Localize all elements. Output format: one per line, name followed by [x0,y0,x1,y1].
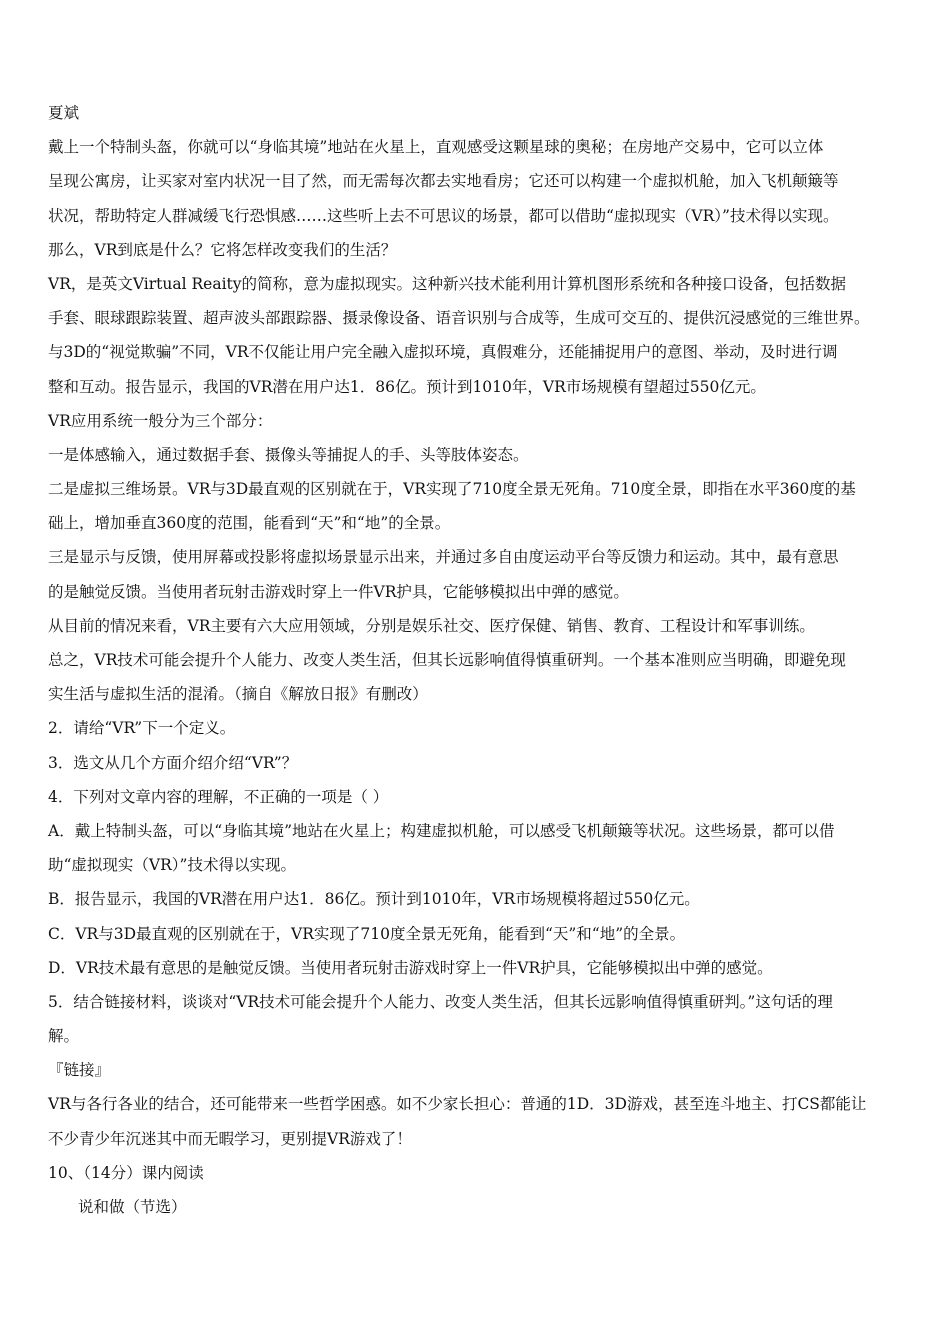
link-paragraph-line: VR与各行各业的结合，还可能带来一些哲学困惑。如不少家长担心：普通的1D．3D游戏，甚至连斗地主、打CS都能让 [48,1095,867,1114]
question-line: 4．下列对文章内容的理解，不正确的一项是（ ） [48,787,389,806]
paragraph-line: 手套、眼球跟踪装置、超声波头部跟踪器、摄录像设备、语音识别与合成等，生成可交互的、提供沉浸感觉的三维世界。 [48,309,870,328]
paragraph-line: 从目前的情况来看，VR主要有六大应用领域，分别是娱乐社交、医疗保健、销售、教育、工程设计和军事训练。 [48,616,815,635]
question-line: A．戴上特制头盔，可以“身临其境”地站在火星上；构建虚拟机舱，可以感受飞机颠簸等状况。这些场景，都可以借 [48,821,835,840]
paragraph-line: 的是触觉反馈。当使用者玩射击游戏时穿上一件VR护具，它能够模拟出中弹的感觉。 [48,582,629,601]
question-line: D．VR技术最有意思的是触觉反馈。当使用者玩射击游戏时穿上一件VR护具，它能够模拟出中弹的感觉。 [48,958,773,977]
section-subtitle: 说和做（节选） [78,1198,187,1216]
paragraph-line: VR，是英文Virtual Reaity的简称，意为虚拟现实。这种新兴技术能利用计算机图形系统和各种接口设备，包括数据 [48,274,847,293]
question-line: 2．请给“VR”下一个定义。 [48,719,236,738]
question-line: B．报告显示，我国的VR潜在用户达1．86亿。预计到1010年，VR市场规模将超过550亿元。 [48,890,700,909]
question-line: 3．选文从几个方面介绍介绍“VR”？ [48,753,298,772]
paragraph-line: VR应用系统一般分为三个部分： [48,411,273,430]
link-paragraph-line: 不少青少年沉迷其中而无暇学习，更别提VR游戏了！ [48,1129,412,1148]
paragraph-line: 二是虚拟三维场景。VR与3D最直观的区别就在于，VR实现了710度全景无死角。710度全景，即指在水平360度的基 [48,480,856,499]
question-line: 5．结合链接材料，谈谈对“VR技术可能会提升个人能力、改变人类生活，但其长远影响值得慎重研判。”这句话的理 [48,992,833,1011]
author-line: 夏斌 [48,104,80,122]
question-line: 解。 [48,1027,80,1046]
question-list [48,711,910,1053]
paragraph-line: 戴上一个特制头盔，你就可以“身临其境”地站在火星上，直观感受这颗星球的奥秘；在房地产交易中，它可以立体 [48,138,824,157]
section-heading: 10、（14分）课内阅读 [48,1163,204,1182]
paragraph-line: 与3D的“视觉欺骗”不同，VR不仅能让用户完全融入虚拟环境，真假难分，还能捕捉用户的意图、举动，及时进行调 [48,343,838,362]
document-page [48,96,910,1224]
link-title: 『链接』 [48,1061,111,1080]
link-paragraph [48,1087,910,1155]
paragraph-line: 实生活与虚拟生活的混淆。（摘自《解放日报》有删改） [48,685,428,704]
paragraph-line: 总之，VR技术可能会提升个人能力、改变人类生活，但其长远影响值得慎重研判。一个基本准则应当明确，即避免现 [48,651,846,669]
paragraph-line: 三是显示与反馈，使用屏幕或投影将虚拟场景显示出来，并通过多自由度运动平台等反馈力和运动。其中，最有意思 [48,548,839,567]
question-line: C．VR与3D最直观的区别就在于，VR实现了710度全景无死角，能看到“天”和“地”的全景。 [48,924,686,943]
paragraph-line: 础上，增加垂直360度的范围，能看到“天”和“地”的全景。 [48,514,451,533]
article-body [48,130,910,711]
paragraph-line: 呈现公寓房，让买家对室内状况一目了然，而无需每次都去实地看房；它还可以构建一个虚拟机舱，加入飞机颠簸等 [48,172,839,191]
paragraph-line: 一是体感输入，通过数据手套、摄像头等捕捉人的手、头等肢体姿态。 [48,445,529,464]
question-line: 助“虚拟现实（VR）”技术得以实现。 [48,856,296,875]
paragraph-line: 那么，VR到底是什么？它将怎样改变我们的生活？ [48,240,397,259]
paragraph-line: 状况，帮助特定人群减缓飞行恐惧感……这些听上去不可思议的场景，都可以借助“虚拟现实（VR）”技术得以实现。 [48,206,839,225]
paragraph-line: 整和互动。报告显示，我国的VR潜在用户达1．86亿。预计到1010年，VR市场规模有望超过550亿元。 [48,377,766,396]
